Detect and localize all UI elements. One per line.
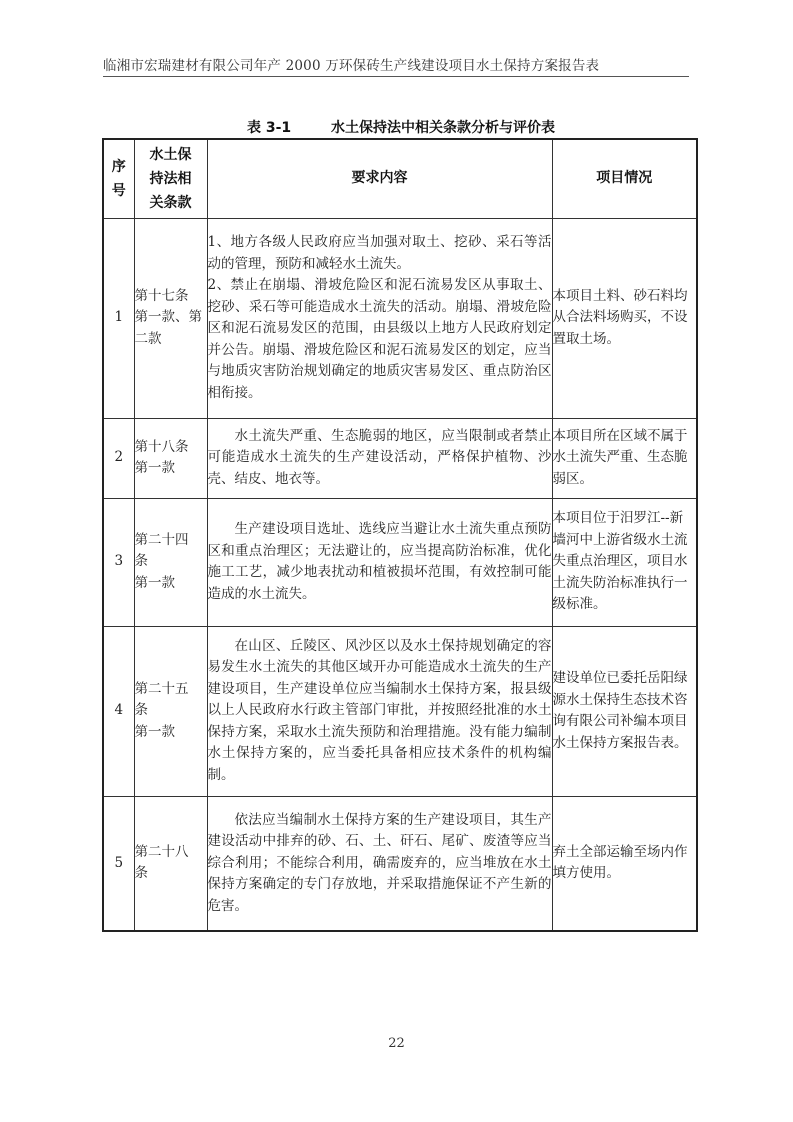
- requirement-content: [207, 498, 552, 626]
- page-number: 22: [388, 1036, 405, 1051]
- table-row: [103, 796, 697, 931]
- requirement-paragraph: 水土流失严重、生态脆弱的地区，应当限制或者禁止可能造成水土流失的生产建设活动，严格保护植物、沙壳、结皮、地衣等。: [207, 427, 552, 487]
- row-number: 2: [103, 418, 134, 498]
- table-title: 水土保持法中相关条款分析与评价表: [331, 120, 555, 136]
- project-situation: 本项目位于汨罗江--新墙河中上游省级水土流失重点治理区，项目水土流失防治标准执行一级标准。: [552, 498, 697, 626]
- clause-reference: 第二十四 条 第一款: [134, 498, 207, 626]
- clause-reference: 第二十五 条 第一款: [134, 626, 207, 796]
- table-header-row: [103, 139, 697, 218]
- col-header-clause: [134, 139, 207, 218]
- table-number: 表 3-1: [247, 120, 292, 136]
- col-header-requirement: 要求内容: [207, 139, 552, 218]
- requirement-content: [207, 218, 552, 418]
- requirement-content: [207, 626, 552, 796]
- row-number: 3: [103, 498, 134, 626]
- requirement-paragraph: 在山区、丘陵区、风沙区以及水土保持规划确定的容易发生水土流失的其他区域开办可能造成水土流失的生产建设项目，生产建设单位应当编制水土保持方案，报县级以上人民政府水行政主管部门审批，并按照经批准的水土保持方案，采取水土流失预防和治理措施。没有能力编制水土保持方案的，应当委托具备相应技术条件的机构编制。: [207, 637, 552, 783]
- row-number: 5: [103, 796, 134, 931]
- header-rule: [103, 76, 689, 77]
- clause-reference: 第十七条 第一款、第 二款: [134, 218, 207, 418]
- requirement-paragraph: 1、地方各级人民政府应当加强对取土、挖砂、采石等活动的管理，预防和减轻水土流失。: [207, 234, 552, 272]
- clause-reference: 第二十八 条: [134, 796, 207, 931]
- project-situation: 本项目土料、砂石料均从合法料场购买，不设置取土场。: [552, 218, 697, 418]
- table-row: [103, 418, 697, 498]
- requirement-paragraph: 2、禁止在崩塌、滑坡危险区和泥石流易发区从事取土、挖砂、采石等可能造成水土流失的活动。崩塌、滑坡危险区和泥石流易发区的范围，由县级以上地方人民政府划定并公告。崩塌、滑坡危险区和泥石流易发区的划定，应当与地质灾害防治规划确定的地质灾害易发区、重点防治区相衔接。: [207, 277, 552, 401]
- row-number: 1: [103, 218, 134, 418]
- project-situation: 建设单位已委托岳阳绿源水土保持生态技术咨询有限公司补编本项目水土保持方案报告表。: [552, 626, 697, 796]
- running-header: 临湘市宏瑞建材有限公司年产 2000 万环保砖生产线建设项目水土保持方案报告表: [103, 58, 600, 74]
- table-row: [103, 626, 697, 796]
- project-situation: 本项目所在区域不属于水土流失严重、生态脆弱区。: [552, 418, 697, 498]
- row-number: 4: [103, 626, 134, 796]
- requirement-paragraph: 生产建设项目选址、选线应当避让水土流失重点预防区和重点治理区；无法避让的，应当提高防治标准，优化施工工艺，减少地表扰动和植被损坏范围，有效控制可能造成的水土流失。: [207, 521, 552, 602]
- table-row: [103, 498, 697, 626]
- col-header-situation: 项目情况: [552, 139, 697, 218]
- clause-reference: 第十八条 第一款: [134, 418, 207, 498]
- col-header-no: [103, 139, 134, 218]
- requirement-paragraph: 依法应当编制水土保持方案的生产建设项目，其生产建设活动中排弃的砂、石、土、矸石、尾矿、废渣等应当综合利用；不能综合利用，确需废弃的，应当堆放在水土保持方案确定的专门存放地，并采取措施保证不产生新的危害。: [207, 811, 552, 914]
- table-row: [103, 218, 697, 418]
- col-header-no-text: 序号: [111, 158, 126, 199]
- col-header-clause-text: 水土保持法相关条款: [149, 146, 192, 211]
- project-situation: 弃土全部运输至场内作填方使用。: [552, 796, 697, 931]
- requirement-content: [207, 796, 552, 931]
- requirement-content: [207, 418, 552, 498]
- clause-analysis-table: [102, 138, 698, 932]
